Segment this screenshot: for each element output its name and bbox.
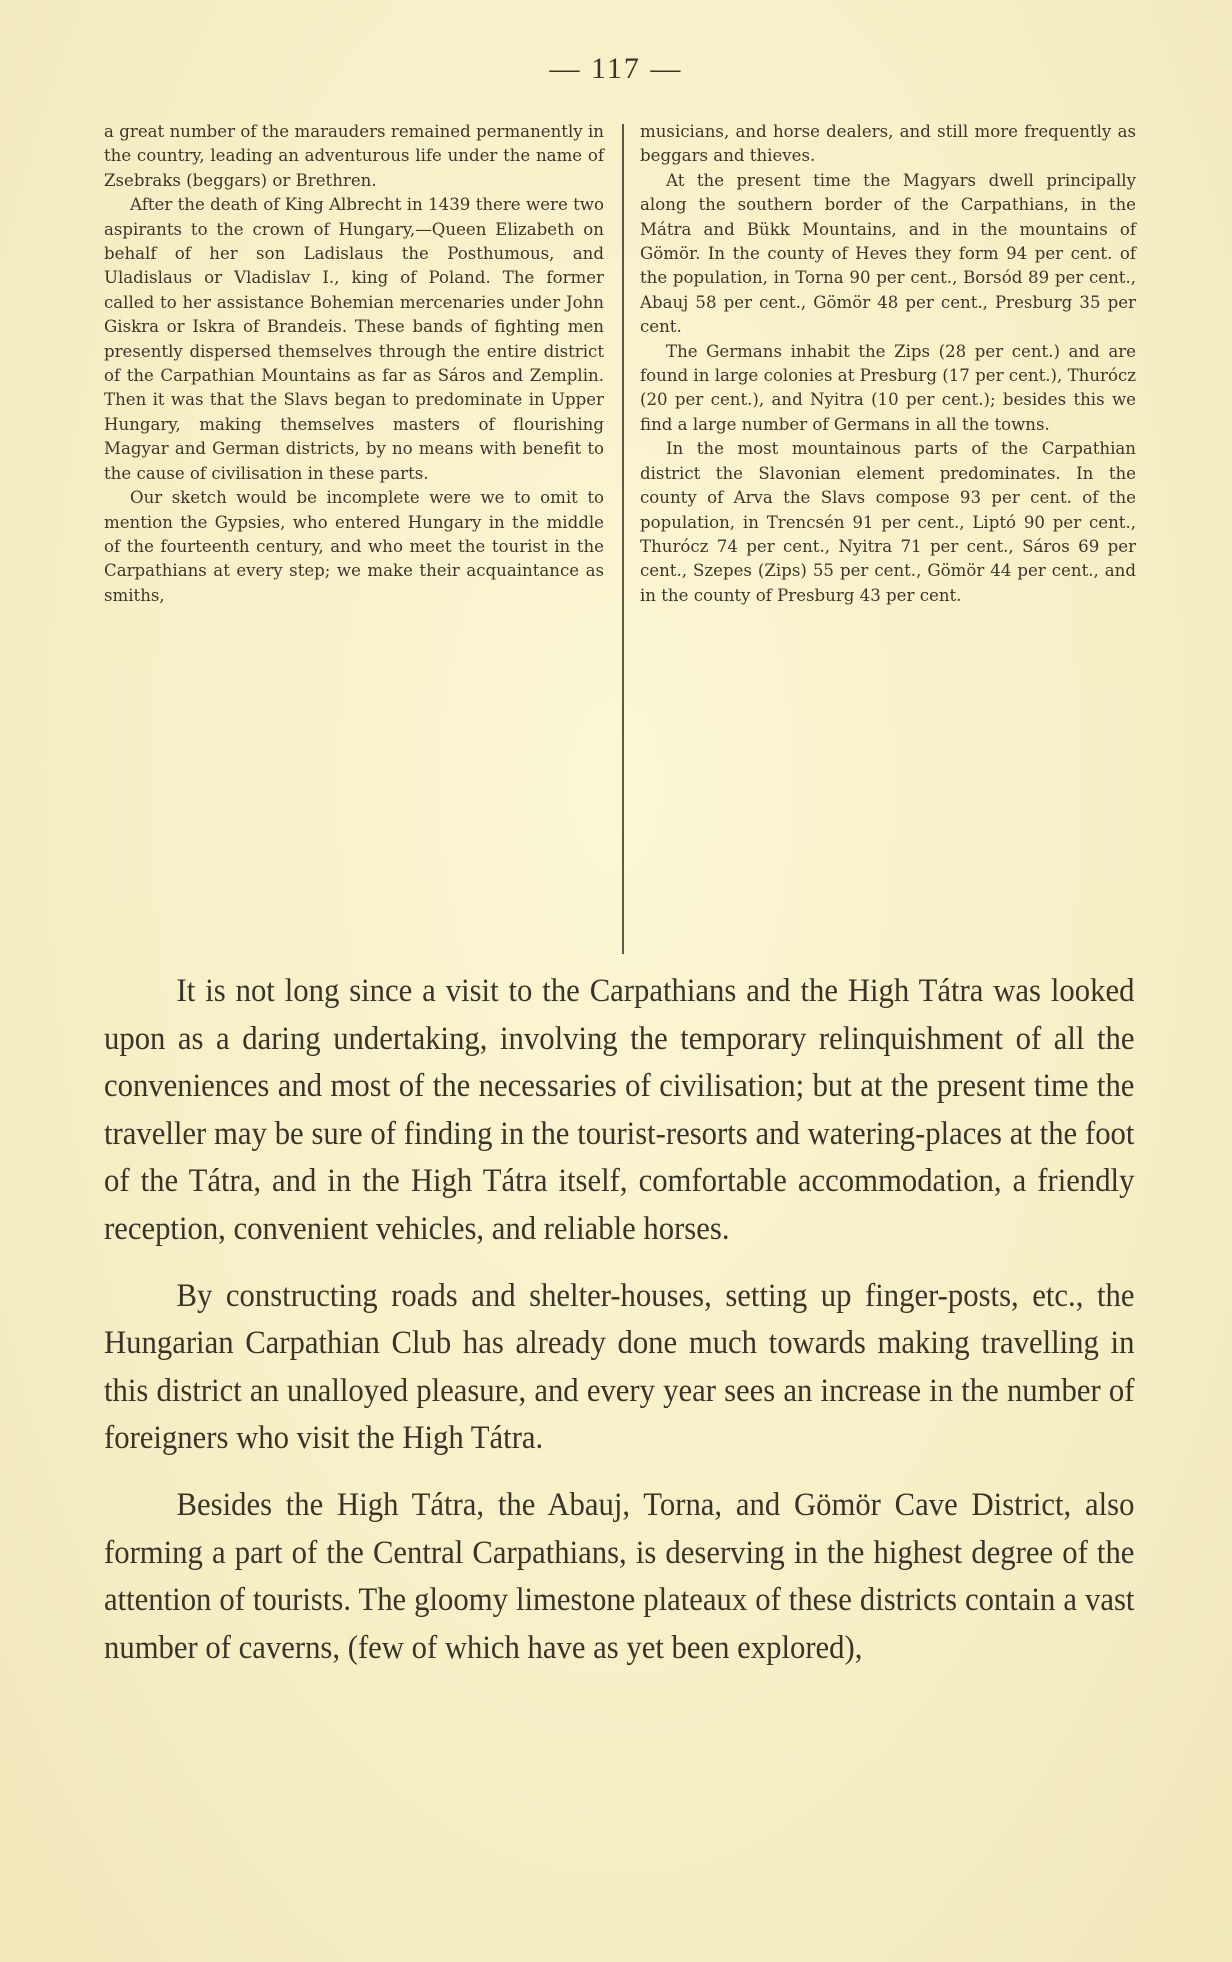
left-paragraph-2: After the death of King Albrecht in 1439 there were two aspirants to the crown of Hungary,—Queen Elizabeth on behalf of her son Ladislaus the Posthumous, and Uladislaus or Vladislav I., king of Poland. The former called to her assistance Bohemian mercenaries under John Giskra or Iskra of Brandeis. These bands of fighting men presently dispersed themselves through the entire district of the Carpathian Mountains as far as Sáros and Zemplin. Then it was that the Slavs began to predominate in Upper Hungary, making themselves masters of flourishing Magyar and German districts, by no means with benefit to the cause of civilisation in these parts. (104, 195, 604, 483)
main-paragraph-1: It is not long since a visit to the Carpathians and the High Tátra was looked upon as a daring undertaking, involving the temporary relinquishment of all the conveniences and most of the necessaries of civilisation; but at the present time the traveller may be sure of finding in the tourist-resorts and watering-places at the foot of the Tátra, and in the High Tátra itself, comfortable accommodation, a friendly reception, convenient vehicles, and reliable horses. (104, 973, 1135, 1247)
main-body-text (104, 968, 1134, 1691)
left-paragraph-3: Our sketch would be incomplete were we to omit to mention the Gypsies, who entered Hungary in the middle of the fourteenth century, and who meet the tourist in the Carpathians at every step; we make their acquaintance as smiths, (104, 488, 604, 605)
main-paragraph-3: Besides the High Tátra, the Abauj, Torna, and Gömör Cave District, also forming a part of the Central Carpathians, is deserving in the highest degree of the attention of tourists. The gloomy limestone plateaux of these districts contain a vast number of caverns, (few of which have as yet been explored), (104, 1486, 1135, 1666)
right-paragraph-4: In the most mountainous parts of the Carpathian district the Slavonian element predominates. In the county of Arva the Slavs compose 93 per cent. of the population, in Trencsén 91 per cent., Liptó 90 per cent., Thurócz 74 per cent., Nyitra 71 per cent., Sáros 69 per cent., Szepes (Zips) 55 per cent., Gömör 44 per cent., and in the county of Presburg 43 per cent. (640, 439, 1136, 605)
column-divider (622, 124, 624, 954)
page-number: — 117 — (549, 52, 683, 85)
two-column-section (104, 120, 1136, 956)
right-column (640, 120, 1136, 608)
left-paragraph-1: a great number of the marauders remained permanently in the country, leading an adventurous life under the name of Zsebraks (beggars) or Brethren. (104, 122, 604, 190)
right-paragraph-1: musicians, and horse dealers, and still more frequently as beggars and thieves. (640, 122, 1136, 166)
right-paragraph-3: The Germans inhabit the Zips (28 per cent.) and are found in large colonies at Presburg (17 per cent.), Thurócz (20 per cent.), and Nyitra (10 per cent.); besides this we find a large number of Germans in all the towns. (640, 341, 1136, 434)
right-paragraph-2: At the present time the Magyars dwell principally along the southern border of the Carpathians, in the Mátra and Bükk Mountains, and in the mountains of Gömör. In the county of Heves they form 94 per cent. of the population, in Torna 90 per cent., Borsód 89 per cent., Abauj 58 per cent., Gömör 48 per cent., Presburg 35 per cent. (640, 170, 1136, 337)
left-column (104, 120, 604, 608)
main-paragraph-2: By constructing roads and shelter-houses, setting up finger-posts, etc., the Hungarian Carpathian Club has already done much towards making travelling in this district an unalloyed pleasure, and every year sees an increase in the number of foreigners who visit the High Tátra. (104, 1277, 1135, 1457)
